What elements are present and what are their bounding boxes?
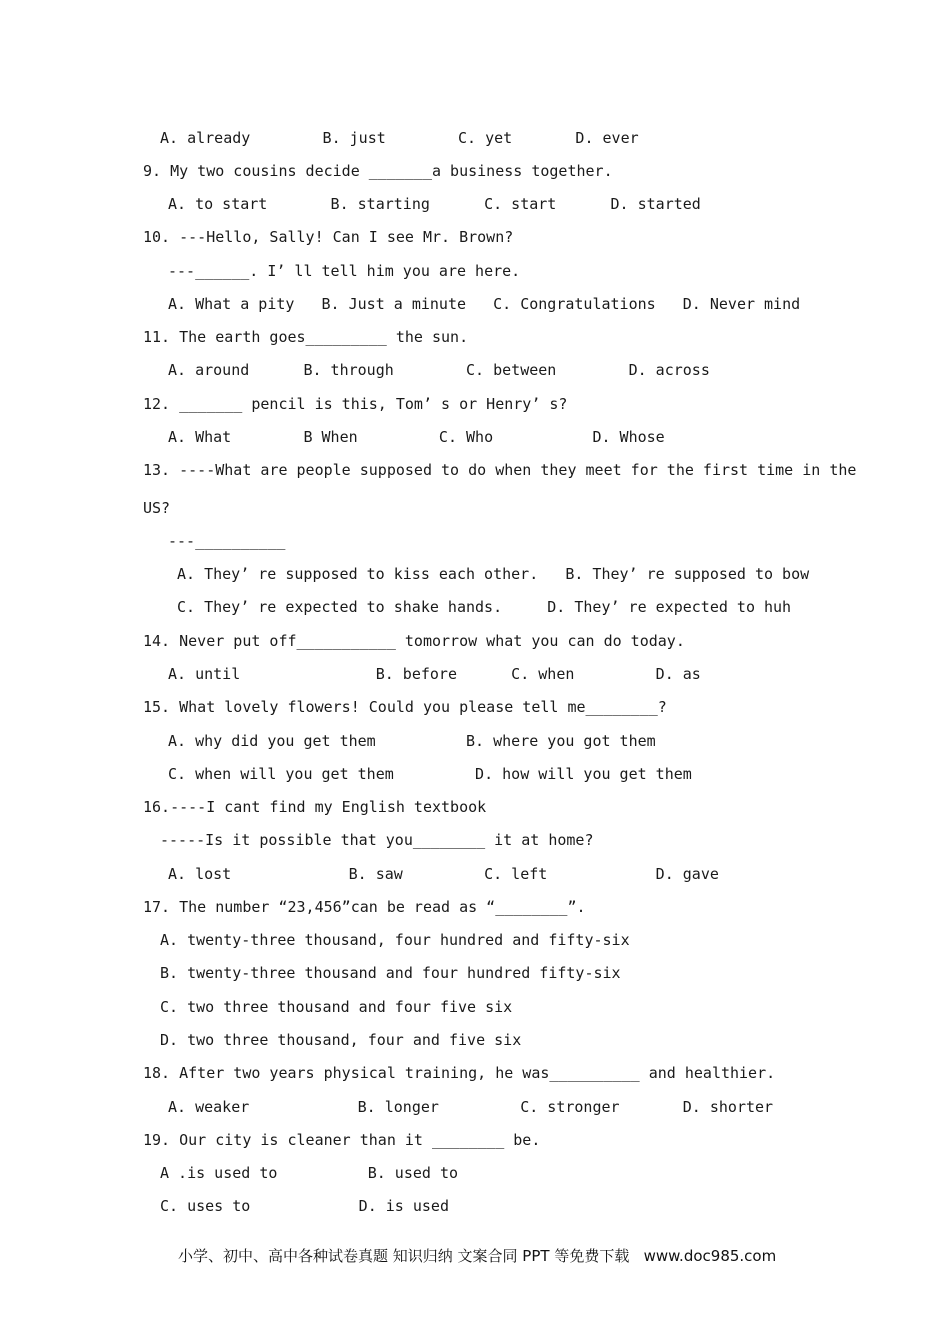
q17-option-d: D. two three thousand, four and five six (160, 1031, 522, 1049)
q16-options: A. lost B. saw C. left D. gave (168, 865, 719, 883)
q18-options: A. weaker B. longer C. stronger D. shorter (168, 1098, 774, 1116)
q15-options-cd: C. when will you get them D. how will you get them (168, 765, 692, 783)
q16-stem: 16.----I cant find my English textbook (143, 798, 487, 816)
q17-option-a: A. twenty-three thousand, four hundred and fifty-six (160, 931, 630, 949)
q8-options: A. already B. just C. yet D. ever (160, 129, 639, 147)
q15-stem: 15. What lovely flowers! Could you please tell me________? (143, 698, 667, 716)
q18-stem: 18. After two years physical training, he was__________ and healthier. (143, 1064, 776, 1082)
q15-options-ab: A. why did you get them B. where you got them (168, 732, 656, 750)
q19-options-cd: C. uses to D. is used (160, 1197, 449, 1215)
q13-options-ab: A. They’ re supposed to kiss each other. B. They’ re supposed to bow (177, 565, 810, 583)
q12-options: A. What B When C. Who D. Whose (168, 428, 665, 446)
page-footer: 小学、初中、高中各种试卷真题 知识归纳 文案合同 PPT 等免费下载 www.doc985.com (178, 1247, 777, 1265)
q10-dialog-line: ---______. I’ ll tell him you are here. (168, 262, 521, 280)
q17-stem: 17. The number “23,456”can be read as “________”. (143, 898, 586, 916)
q14-options: A. until B. before C. when D. as (168, 665, 701, 683)
q16-dialog-line: -----Is it possible that you________ it at home? (160, 831, 594, 849)
q19-stem: 19. Our city is cleaner than it ________ be. (143, 1131, 541, 1149)
q13-options-cd: C. They’ re expected to shake hands. D. They’ re expected to huh (177, 598, 792, 616)
q13-stem-continued: US? (143, 499, 171, 517)
q9-stem: 9. My two cousins decide _______a business together. (143, 162, 613, 180)
q11-options: A. around B. through C. between D. across (168, 361, 710, 379)
q19-options-ab: A .is used to B. used to (160, 1164, 459, 1182)
q17-option-b: B. twenty-three thousand and four hundred fifty-six (160, 964, 621, 982)
q17-option-c: C. two three thousand and four five six (160, 998, 513, 1016)
q10-options: A. What a pity B. Just a minute C. Congratulations D. Never mind (168, 295, 801, 313)
q9-options: A. to start B. starting C. start D. started (168, 195, 701, 213)
q13-answer-blank: ---__________ (168, 532, 286, 550)
q10-stem: 10. ---Hello, Sally! Can I see Mr. Brown? (143, 228, 514, 246)
q13-stem: 13. ----What are people supposed to do when they meet for the first time in the (143, 461, 857, 479)
q11-stem: 11. The earth goes_________ the sun. (143, 328, 469, 346)
q14-stem: 14. Never put off___________ tomorrow what you can do today. (143, 632, 685, 650)
q12-stem: 12. _______ pencil is this, Tom’ s or Henry’ s? (143, 395, 568, 413)
